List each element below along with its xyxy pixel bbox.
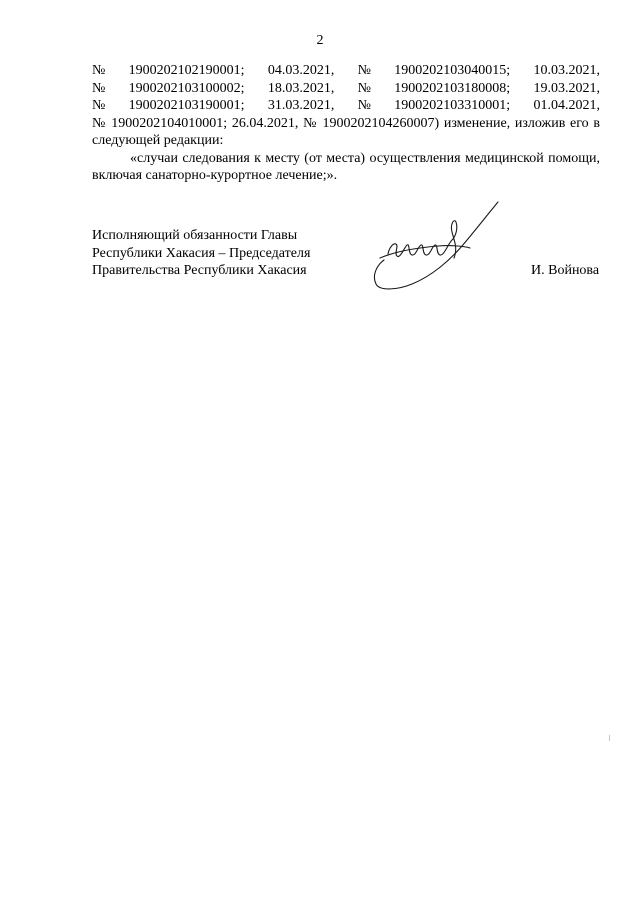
reference-number: 1900202103310001; xyxy=(394,98,511,113)
reference-date: 04.03.2021, xyxy=(267,63,335,78)
reference-number: 1900202103100002; xyxy=(128,80,245,96)
signatory-title-line: Исполняющий обязанности Главы xyxy=(92,228,298,243)
reference-date: 31.03.2021, xyxy=(267,98,335,113)
amendment-paragraph: № 1900202104010001; 26.04.2021, № 1900202104260007) изменение, изложив его в следующей редакции: xyxy=(92,115,600,148)
reference-line xyxy=(92,80,600,98)
reference-date: 18.03.2021, xyxy=(267,80,335,96)
number-sign: № xyxy=(92,63,106,78)
signatory-title-line: Республики Хакасия – Председателя xyxy=(92,245,311,261)
signatory-title-line: Правительства Республики Хакасия xyxy=(92,263,307,278)
number-sign: № xyxy=(357,63,371,78)
reference-number: 1900202103190001; xyxy=(128,98,245,113)
reference-date: 10.03.2021, xyxy=(533,63,600,78)
amendment-quote: «случаи следования к месту (от места) осуществления медицинской помощи, включая санаторно-курортное лечение;». xyxy=(92,150,600,183)
document-body xyxy=(92,62,600,185)
reference-number: 1900202102190001; xyxy=(128,63,245,78)
number-sign: № xyxy=(92,98,106,113)
signatory-title xyxy=(92,227,310,280)
handwritten-signature xyxy=(370,198,505,293)
number-sign: № xyxy=(92,80,106,96)
reference-line xyxy=(92,97,600,115)
reference-number: 1900202103040015; xyxy=(394,63,511,78)
number-sign: № xyxy=(357,98,371,113)
reference-date: 01.04.2021, xyxy=(533,98,600,113)
page-number: 2 xyxy=(316,33,324,48)
reference-date: 19.03.2021, xyxy=(533,80,600,96)
number-sign: № xyxy=(357,80,371,96)
reference-line xyxy=(92,62,600,80)
reference-number: 1900202103180008; xyxy=(394,80,511,96)
scan-edge-mark xyxy=(609,735,610,741)
signer-name: И. Войнова xyxy=(531,263,600,278)
